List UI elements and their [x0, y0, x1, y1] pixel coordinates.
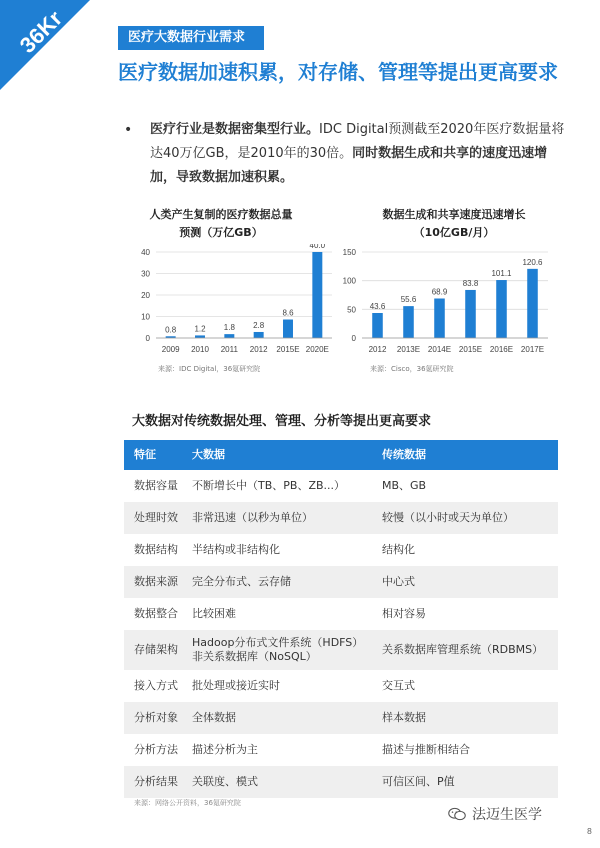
chart1-value-label: 1.2 — [194, 324, 206, 334]
chart2-x-tick: 2017E — [520, 345, 545, 354]
table-cell: Hadoop分布式文件系统（HDFS） 非关系数据库（NoSQL） — [192, 636, 364, 663]
table-cell: 中心式 — [382, 575, 415, 588]
table-cell: 存储架构 — [134, 643, 178, 656]
bullet-plain: IDC Digital预测截至2020年医疗数据量将达40万亿GB，是2010年的30倍。 — [150, 122, 565, 161]
table-cell: 相对容易 — [382, 607, 426, 620]
table-row — [124, 502, 558, 534]
table-cell: 较慢（以小时或天为单位） — [382, 511, 514, 524]
table-cell: 比较困难 — [192, 607, 236, 620]
chart1-y-tick: 30 — [141, 269, 150, 279]
chart1-value-label: 8.6 — [282, 308, 294, 318]
table-cell: 全体数据 — [192, 711, 236, 724]
chart2-x-tick: 2013E — [396, 345, 421, 354]
table-cell: 关联度、模式 — [192, 775, 258, 788]
table-cell: MB、GB — [382, 479, 427, 492]
chart2-y-tick: 0 — [351, 334, 356, 343]
table-cell: 分析方法 — [134, 743, 178, 756]
table-header-cell: 传统数据 — [382, 448, 426, 461]
table-cell: 结构化 — [382, 543, 415, 556]
table-cell: 数据整合 — [134, 607, 178, 620]
table-header-cell: 大数据 — [192, 448, 225, 461]
table-cell: 样本数据 — [382, 711, 426, 724]
chart1-y-tick: 20 — [141, 291, 150, 300]
table-header-row — [124, 440, 558, 470]
chart1-y-tick: 10 — [141, 312, 150, 322]
table-cell: 非常迅速（以秒为单位） — [192, 511, 313, 524]
table-cell: 交互式 — [382, 679, 415, 692]
table-cell: 接入方式 — [134, 679, 178, 692]
table-row — [124, 766, 558, 798]
table-row — [124, 598, 558, 630]
chart2-bar — [434, 298, 445, 338]
table-cell: 分析对象 — [134, 711, 178, 724]
bullet-point — [126, 118, 566, 190]
table-cell: 描述分析为主 — [192, 743, 258, 756]
chart2-bar — [465, 290, 476, 338]
bullet-bold-1: 医疗行业是数据密集型行业。 — [150, 122, 320, 137]
chart2-value-label: 55.6 — [400, 295, 417, 305]
bullet-bold-2: 同时数据生成和共享的速度迅速增加，导致数据加速积累。 — [150, 146, 548, 185]
chart2-bar — [527, 269, 538, 338]
chart1-title — [136, 206, 306, 242]
chart1-x-tick: 2020E — [305, 345, 329, 354]
chart1-value-label: 1.8 — [223, 323, 235, 333]
chart1-x-tick: 2015E — [276, 345, 300, 354]
table-row — [124, 630, 558, 670]
table-cell: 半结构或非结构化 — [192, 543, 280, 556]
page-title: 医疗数据加速积累，对存储、管理等提出更高要求 — [118, 60, 558, 84]
chart2-bar — [372, 313, 383, 338]
chart1-x-tick: 2011 — [220, 345, 238, 354]
chart2-value-label: 68.9 — [431, 287, 448, 297]
chart1-title-line1: 人类产生复制的医疗数据总量 — [149, 208, 293, 221]
chart2-y-tick: 100 — [342, 276, 356, 286]
chart1-bar — [312, 252, 322, 338]
page-number: 8 — [586, 827, 592, 836]
chart1-bar — [283, 320, 293, 338]
table-row — [124, 566, 558, 598]
chart1-x-tick: 2010 — [191, 345, 209, 354]
table-cell: 数据来源 — [134, 575, 178, 588]
watermark — [448, 804, 542, 824]
section-tag: 医疗大数据行业需求 — [118, 26, 264, 50]
logo-text: 36Kr — [14, 5, 68, 58]
wechat-icon — [448, 807, 466, 821]
table-title: 大数据对传统数据处理、管理、分析等提出更高要求 — [132, 414, 432, 429]
chart1-bar — [254, 332, 264, 338]
chart1-y-tick: 0 — [145, 334, 150, 343]
chart2-bar — [496, 280, 507, 338]
chart1-y-tick: 40 — [141, 248, 150, 257]
table-cell: 批处理或接近实时 — [192, 679, 280, 692]
table-row — [124, 470, 558, 502]
bullet-dot: • — [124, 122, 133, 138]
chart2-y-tick: 50 — [347, 305, 356, 315]
chart1-bar — [224, 334, 234, 338]
table-row — [124, 670, 558, 702]
table-cell: 描述与推断相结合 — [382, 743, 470, 756]
chart1-x-tick: 2012 — [249, 345, 268, 354]
table-row — [124, 702, 558, 734]
table-cell: 可信区间、P值 — [382, 775, 455, 788]
chart2-title-line2: （10亿GB/月） — [413, 226, 495, 239]
chart1-source: 来源：IDC Digital，36氪研究院 — [158, 365, 261, 373]
chart2-value-label: 120.6 — [522, 257, 543, 267]
table-cell: 数据容量 — [134, 479, 178, 492]
chart2 — [336, 244, 556, 360]
chart1-value-label: 0.8 — [165, 325, 177, 335]
chart1-title-line2: 预测（万亿GB） — [179, 226, 263, 239]
watermark-text: 法迈生医学 — [472, 807, 542, 823]
chart1-x-tick: 2009 — [161, 345, 180, 354]
chart2-title-line1: 数据生成和共享速度迅速增长 — [382, 208, 526, 221]
table-header-cell: 特征 — [134, 448, 156, 461]
table-cell: 数据结构 — [134, 543, 178, 556]
chart2-value-label: 43.6 — [369, 302, 386, 312]
chart2-x-tick: 2016E — [489, 345, 514, 354]
chart2-source: 来源：Cisco，36氪研究院 — [370, 365, 454, 373]
bullet-text — [150, 118, 566, 190]
table-row — [124, 734, 558, 766]
chart2-x-tick: 2015E — [458, 345, 483, 354]
table-cell: 处理时效 — [134, 511, 178, 524]
table-cell: 不断增长中（TB、PB、ZB...） — [192, 479, 346, 492]
chart1 — [130, 244, 340, 360]
table-cell: 关系数据库管理系统（RDBMS） — [382, 643, 544, 656]
table-source: 来源：网络公开资料，36氪研究院 — [134, 799, 241, 807]
table-row — [124, 534, 558, 566]
chart1-value-label: 40.0 — [309, 244, 326, 250]
chart2-y-tick: 150 — [342, 248, 356, 257]
table-cell: 完全分布式、云存储 — [192, 575, 291, 588]
brand-logo — [0, 0, 90, 90]
chart2-x-tick: 2012 — [368, 345, 387, 354]
chart2-value-label: 83.8 — [462, 278, 479, 288]
chart2-x-tick: 2014E — [427, 345, 452, 354]
comparison-table — [124, 440, 558, 798]
chart2-value-label: 101.1 — [491, 269, 512, 279]
table-cell: 分析结果 — [134, 775, 178, 788]
chart1-value-label: 2.8 — [253, 320, 265, 330]
chart2-title — [364, 206, 544, 242]
chart2-bar — [403, 306, 414, 338]
